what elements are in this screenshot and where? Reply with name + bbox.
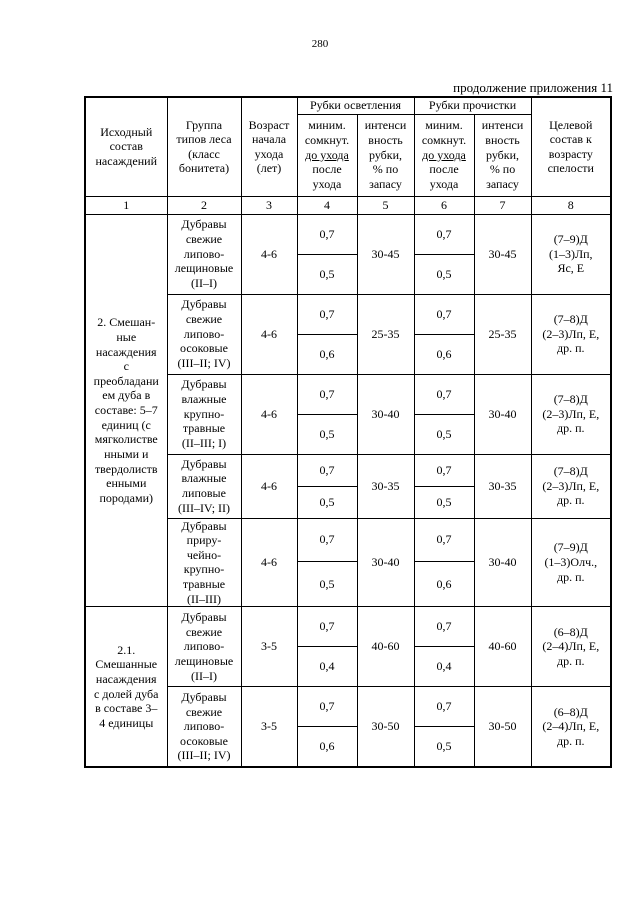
cleaning-intensity-cell: 25-35 bbox=[474, 294, 531, 374]
text-line: (7–8)Д bbox=[553, 464, 588, 479]
cleaning-min-density-after: 0,5 bbox=[414, 254, 474, 294]
column-number-5: 5 bbox=[357, 196, 414, 214]
thinning-intensity-cell: 40-60 bbox=[357, 607, 414, 687]
text-line: 2. Смешан- bbox=[97, 315, 156, 330]
target-composition-cell bbox=[531, 374, 611, 454]
text-line: запасу bbox=[369, 176, 402, 191]
text-line: (1–3)Олч., bbox=[544, 555, 598, 570]
text-line: крупно- bbox=[183, 562, 225, 577]
text-line: свежие bbox=[185, 624, 223, 639]
thinning-min-density-after: 0,6 bbox=[297, 334, 357, 374]
text-line: после bbox=[312, 162, 342, 177]
text-line: интенси bbox=[364, 118, 407, 133]
text-line: (II–III) bbox=[187, 591, 221, 606]
text-line: нными и bbox=[104, 446, 149, 461]
column-numbers-row bbox=[85, 196, 611, 214]
text-line: др. п. bbox=[557, 493, 585, 508]
cleaning-intensity-cell: 30-40 bbox=[474, 518, 531, 607]
target-composition-cell bbox=[531, 687, 611, 767]
start-age-cell: 4-6 bbox=[241, 518, 297, 607]
header-group-cleaning: Рубки прочистки bbox=[414, 97, 531, 114]
text-line: Дубравы bbox=[181, 456, 227, 471]
start-age-cell: 3-5 bbox=[241, 687, 297, 767]
target-composition-cell bbox=[531, 607, 611, 687]
cleaning-intensity-cell: 30-35 bbox=[474, 454, 531, 518]
text-line: чейно- bbox=[186, 547, 222, 562]
column-number-2: 2 bbox=[167, 196, 241, 214]
thinning-intensity-cell: 30-50 bbox=[357, 687, 414, 767]
text-line: рубки, bbox=[486, 147, 520, 162]
header-cleaning-min-density bbox=[414, 114, 474, 196]
text-line: вность bbox=[485, 133, 520, 148]
header-row-1 bbox=[85, 97, 611, 114]
text-line: Исходный bbox=[100, 124, 153, 139]
cleaning-min-density-after: 0,5 bbox=[414, 727, 474, 767]
text-line: травные bbox=[182, 421, 226, 436]
text-line: ные bbox=[116, 329, 137, 344]
cleaning-min-density-after: 0,4 bbox=[414, 647, 474, 687]
text-line: (7–9)Д bbox=[553, 540, 588, 555]
thinning-intensity-cell: 25-35 bbox=[357, 294, 414, 374]
target-composition-cell bbox=[531, 214, 611, 294]
thinning-min-density-after: 0,5 bbox=[297, 561, 357, 606]
cleaning-min-density-after: 0,5 bbox=[414, 486, 474, 518]
text-line: % по bbox=[489, 162, 516, 177]
thinning-min-density-before: 0,7 bbox=[297, 214, 357, 254]
text-line: состав к bbox=[549, 132, 592, 147]
text-line: влажные bbox=[181, 392, 227, 407]
text-line: Дубравы bbox=[181, 689, 227, 704]
text-line: липово- bbox=[183, 639, 225, 654]
text-line: интенси bbox=[481, 118, 524, 133]
target-composition-cell bbox=[531, 518, 611, 607]
text-line: (7–8)Д bbox=[553, 312, 588, 327]
text-line: преобладани bbox=[93, 373, 159, 388]
text-line: (7–9)Д bbox=[553, 232, 588, 247]
text-line: липово- bbox=[183, 326, 225, 341]
text-line: свежие bbox=[185, 232, 223, 247]
thinning-min-density-after: 0,4 bbox=[297, 647, 357, 687]
target-composition-cell bbox=[531, 294, 611, 374]
page-number: 280 bbox=[311, 38, 329, 50]
start-age-cell: 4-6 bbox=[241, 214, 297, 294]
text-line: липово- bbox=[183, 246, 225, 261]
cleaning-min-density-after: 0,6 bbox=[414, 561, 474, 606]
text-line: (1–3)Лп, bbox=[549, 246, 593, 261]
text-line: сомкнут. bbox=[421, 133, 467, 148]
column-number-3: 3 bbox=[241, 196, 297, 214]
text-line: осоковые bbox=[180, 733, 228, 748]
cleaning-min-density-before: 0,7 bbox=[414, 294, 474, 334]
text-line: (лет) bbox=[256, 161, 282, 176]
thinning-intensity-cell: 30-40 bbox=[357, 518, 414, 607]
thinning-min-density-before: 0,7 bbox=[297, 607, 357, 647]
column-number-4: 4 bbox=[297, 196, 357, 214]
text-line: (III–II; IV) bbox=[177, 355, 231, 370]
cleaning-min-density-before: 0,7 bbox=[414, 454, 474, 486]
text-line: свежие bbox=[185, 704, 223, 719]
forest-type-cell bbox=[167, 374, 241, 454]
cleaning-min-density-before: 0,7 bbox=[414, 518, 474, 561]
text-line: др. п. bbox=[557, 654, 585, 669]
forest-type-cell bbox=[167, 687, 241, 767]
header-thinning-intensity bbox=[357, 114, 414, 196]
cleaning-min-density-before: 0,7 bbox=[414, 374, 474, 414]
text-line: 4 единицы bbox=[99, 715, 154, 730]
text-line: насаждения bbox=[95, 671, 157, 686]
text-line: (6–8)Д bbox=[553, 624, 588, 639]
continuation-note: продолжение приложения 11 bbox=[453, 80, 613, 95]
start-age-cell: 4-6 bbox=[241, 454, 297, 518]
column-number-7: 7 bbox=[474, 196, 531, 214]
thinning-intensity-cell: 30-45 bbox=[357, 214, 414, 294]
text-line: Дубравы bbox=[181, 518, 227, 533]
thinning-min-density-before: 0,7 bbox=[297, 518, 357, 561]
forest-type-cell bbox=[167, 214, 241, 294]
text-line: рубки, bbox=[368, 147, 403, 162]
text-line: составе: 5–7 bbox=[94, 403, 158, 418]
text-line: др. п. bbox=[557, 569, 585, 584]
text-line: породами) bbox=[99, 490, 154, 505]
text-line: (7–8)Д bbox=[553, 392, 588, 407]
text-line: начала bbox=[251, 132, 287, 147]
header-thinning-min-density bbox=[297, 114, 357, 196]
cleaning-min-density-before: 0,7 bbox=[414, 607, 474, 647]
text-line: приру- bbox=[186, 533, 222, 548]
text-line: (2–3)Лп, Е, bbox=[542, 478, 600, 493]
text-line: запасу bbox=[486, 176, 519, 191]
thinning-min-density-after: 0,6 bbox=[297, 727, 357, 767]
text-line: др. п. bbox=[557, 421, 585, 436]
thinning-min-density-before: 0,7 bbox=[297, 454, 357, 486]
text-line: типов леса bbox=[176, 132, 232, 147]
text-line: Яс, Е bbox=[557, 261, 585, 276]
text-line: енными bbox=[106, 476, 147, 491]
text-line: единиц (с bbox=[101, 417, 151, 432]
cleaning-min-density-after: 0,6 bbox=[414, 334, 474, 374]
cleaning-intensity-cell: 30-50 bbox=[474, 687, 531, 767]
text-line: ухода bbox=[254, 146, 284, 161]
table-row bbox=[85, 214, 611, 254]
text-line: вность bbox=[368, 133, 403, 148]
start-age-cell: 3-5 bbox=[241, 607, 297, 687]
text-line: (III–II; IV) bbox=[177, 748, 231, 763]
text-line: миним. bbox=[308, 118, 346, 133]
source-composition-cell bbox=[85, 214, 167, 607]
cleaning-min-density-before: 0,7 bbox=[414, 687, 474, 727]
text-line: (6–8)Д bbox=[553, 704, 588, 719]
text-line: Группа bbox=[185, 117, 223, 132]
text-line: лещиновые bbox=[174, 261, 234, 276]
cleaning-min-density-before: 0,7 bbox=[414, 214, 474, 254]
text-line: (2–3)Лп, Е, bbox=[542, 326, 600, 341]
source-composition-cell bbox=[85, 607, 167, 767]
text-line: Целевой bbox=[549, 117, 593, 132]
forest-type-cell bbox=[167, 607, 241, 687]
thinning-min-density-after: 0,5 bbox=[297, 414, 357, 454]
text-line: Дубравы bbox=[181, 217, 227, 232]
cleaning-intensity-cell: 40-60 bbox=[474, 607, 531, 687]
text-line: с bbox=[123, 359, 129, 374]
text-line: лещиновые bbox=[174, 654, 234, 669]
text-line: влажные bbox=[181, 471, 227, 486]
text-line: осоковые bbox=[180, 341, 228, 356]
text-line: твердолиств bbox=[94, 461, 158, 476]
text-line: миним. bbox=[425, 118, 463, 133]
text-line: насаждений bbox=[95, 154, 158, 169]
text-line: ухода bbox=[429, 176, 459, 191]
forest-type-cell bbox=[167, 454, 241, 518]
thinning-min-density-after: 0,5 bbox=[297, 254, 357, 294]
start-age-cell: 4-6 bbox=[241, 374, 297, 454]
text-line: (II–I) bbox=[191, 275, 217, 290]
thinning-min-density-before: 0,7 bbox=[297, 374, 357, 414]
text-line: после bbox=[429, 162, 459, 177]
thinning-min-density-before: 0,7 bbox=[297, 687, 357, 727]
forest-type-cell bbox=[167, 518, 241, 607]
header-target bbox=[531, 97, 611, 196]
start-age-cell: 4-6 bbox=[241, 294, 297, 374]
text-line: состав bbox=[109, 139, 143, 154]
text-line: травные bbox=[182, 577, 226, 591]
text-line: Дубравы bbox=[181, 377, 227, 392]
header-source bbox=[85, 97, 167, 196]
thinning-intensity-cell: 30-40 bbox=[357, 374, 414, 454]
text-line: насаждения bbox=[95, 344, 157, 359]
header-cleaning-intensity bbox=[474, 114, 531, 196]
column-number-8: 8 bbox=[531, 196, 611, 214]
text-line: (2–4)Лп, Е, bbox=[542, 639, 600, 654]
text-line: липово- bbox=[183, 719, 225, 734]
table-row bbox=[85, 607, 611, 647]
text-line: Возраст bbox=[248, 117, 290, 132]
text-line: ем дуба в bbox=[102, 388, 151, 403]
cleaning-min-density-after: 0,5 bbox=[414, 414, 474, 454]
text-line: (II–I) bbox=[191, 668, 217, 683]
text-line: свежие bbox=[185, 312, 223, 327]
text-line: Дубравы bbox=[181, 297, 227, 312]
text-line: Смешанные bbox=[95, 657, 158, 672]
text-line: % по bbox=[372, 162, 399, 177]
thinning-min-density-before: 0,7 bbox=[297, 294, 357, 334]
column-number-1: 1 bbox=[85, 196, 167, 214]
column-number-6: 6 bbox=[414, 196, 474, 214]
thinning-min-density-after: 0,5 bbox=[297, 486, 357, 518]
text-line: (2–4)Лп, Е, bbox=[542, 719, 600, 734]
text-line: сомкнут. bbox=[304, 133, 350, 148]
text-line: возрасту bbox=[548, 146, 593, 161]
forest-type-cell bbox=[167, 294, 241, 374]
header-start-age bbox=[241, 97, 297, 196]
text-line: липовые bbox=[182, 486, 226, 500]
text-line: др. п. bbox=[557, 341, 585, 356]
text-line: (II–III; I) bbox=[181, 435, 227, 450]
text-line: (класс bbox=[188, 146, 220, 161]
text-line: мягколистве bbox=[94, 432, 158, 447]
cleaning-intensity-cell: 30-40 bbox=[474, 374, 531, 454]
cleaning-intensity-cell: 30-45 bbox=[474, 214, 531, 294]
text-line: спелости bbox=[547, 161, 594, 176]
header-forest-type bbox=[167, 97, 241, 196]
header-group-thinning: Рубки осветления bbox=[297, 97, 414, 114]
text-line: (III–IV; II) bbox=[177, 500, 231, 515]
text-line: бонитета) bbox=[178, 161, 230, 176]
text-line: Дубравы bbox=[181, 610, 227, 625]
text-line: до ухода bbox=[422, 147, 466, 162]
forest-care-table bbox=[84, 96, 612, 768]
text-line: (2–3)Лп, Е, bbox=[542, 406, 600, 421]
text-line: с долей дуба bbox=[94, 686, 159, 701]
text-line: в составе 3– bbox=[95, 701, 158, 716]
text-line: др. п. bbox=[557, 733, 585, 748]
text-line: 2.1. bbox=[117, 642, 136, 657]
thinning-intensity-cell: 30-35 bbox=[357, 454, 414, 518]
text-line: крупно- bbox=[183, 406, 225, 421]
text-line: до ухода bbox=[305, 147, 349, 162]
text-line: ухода bbox=[312, 176, 342, 191]
target-composition-cell bbox=[531, 454, 611, 518]
